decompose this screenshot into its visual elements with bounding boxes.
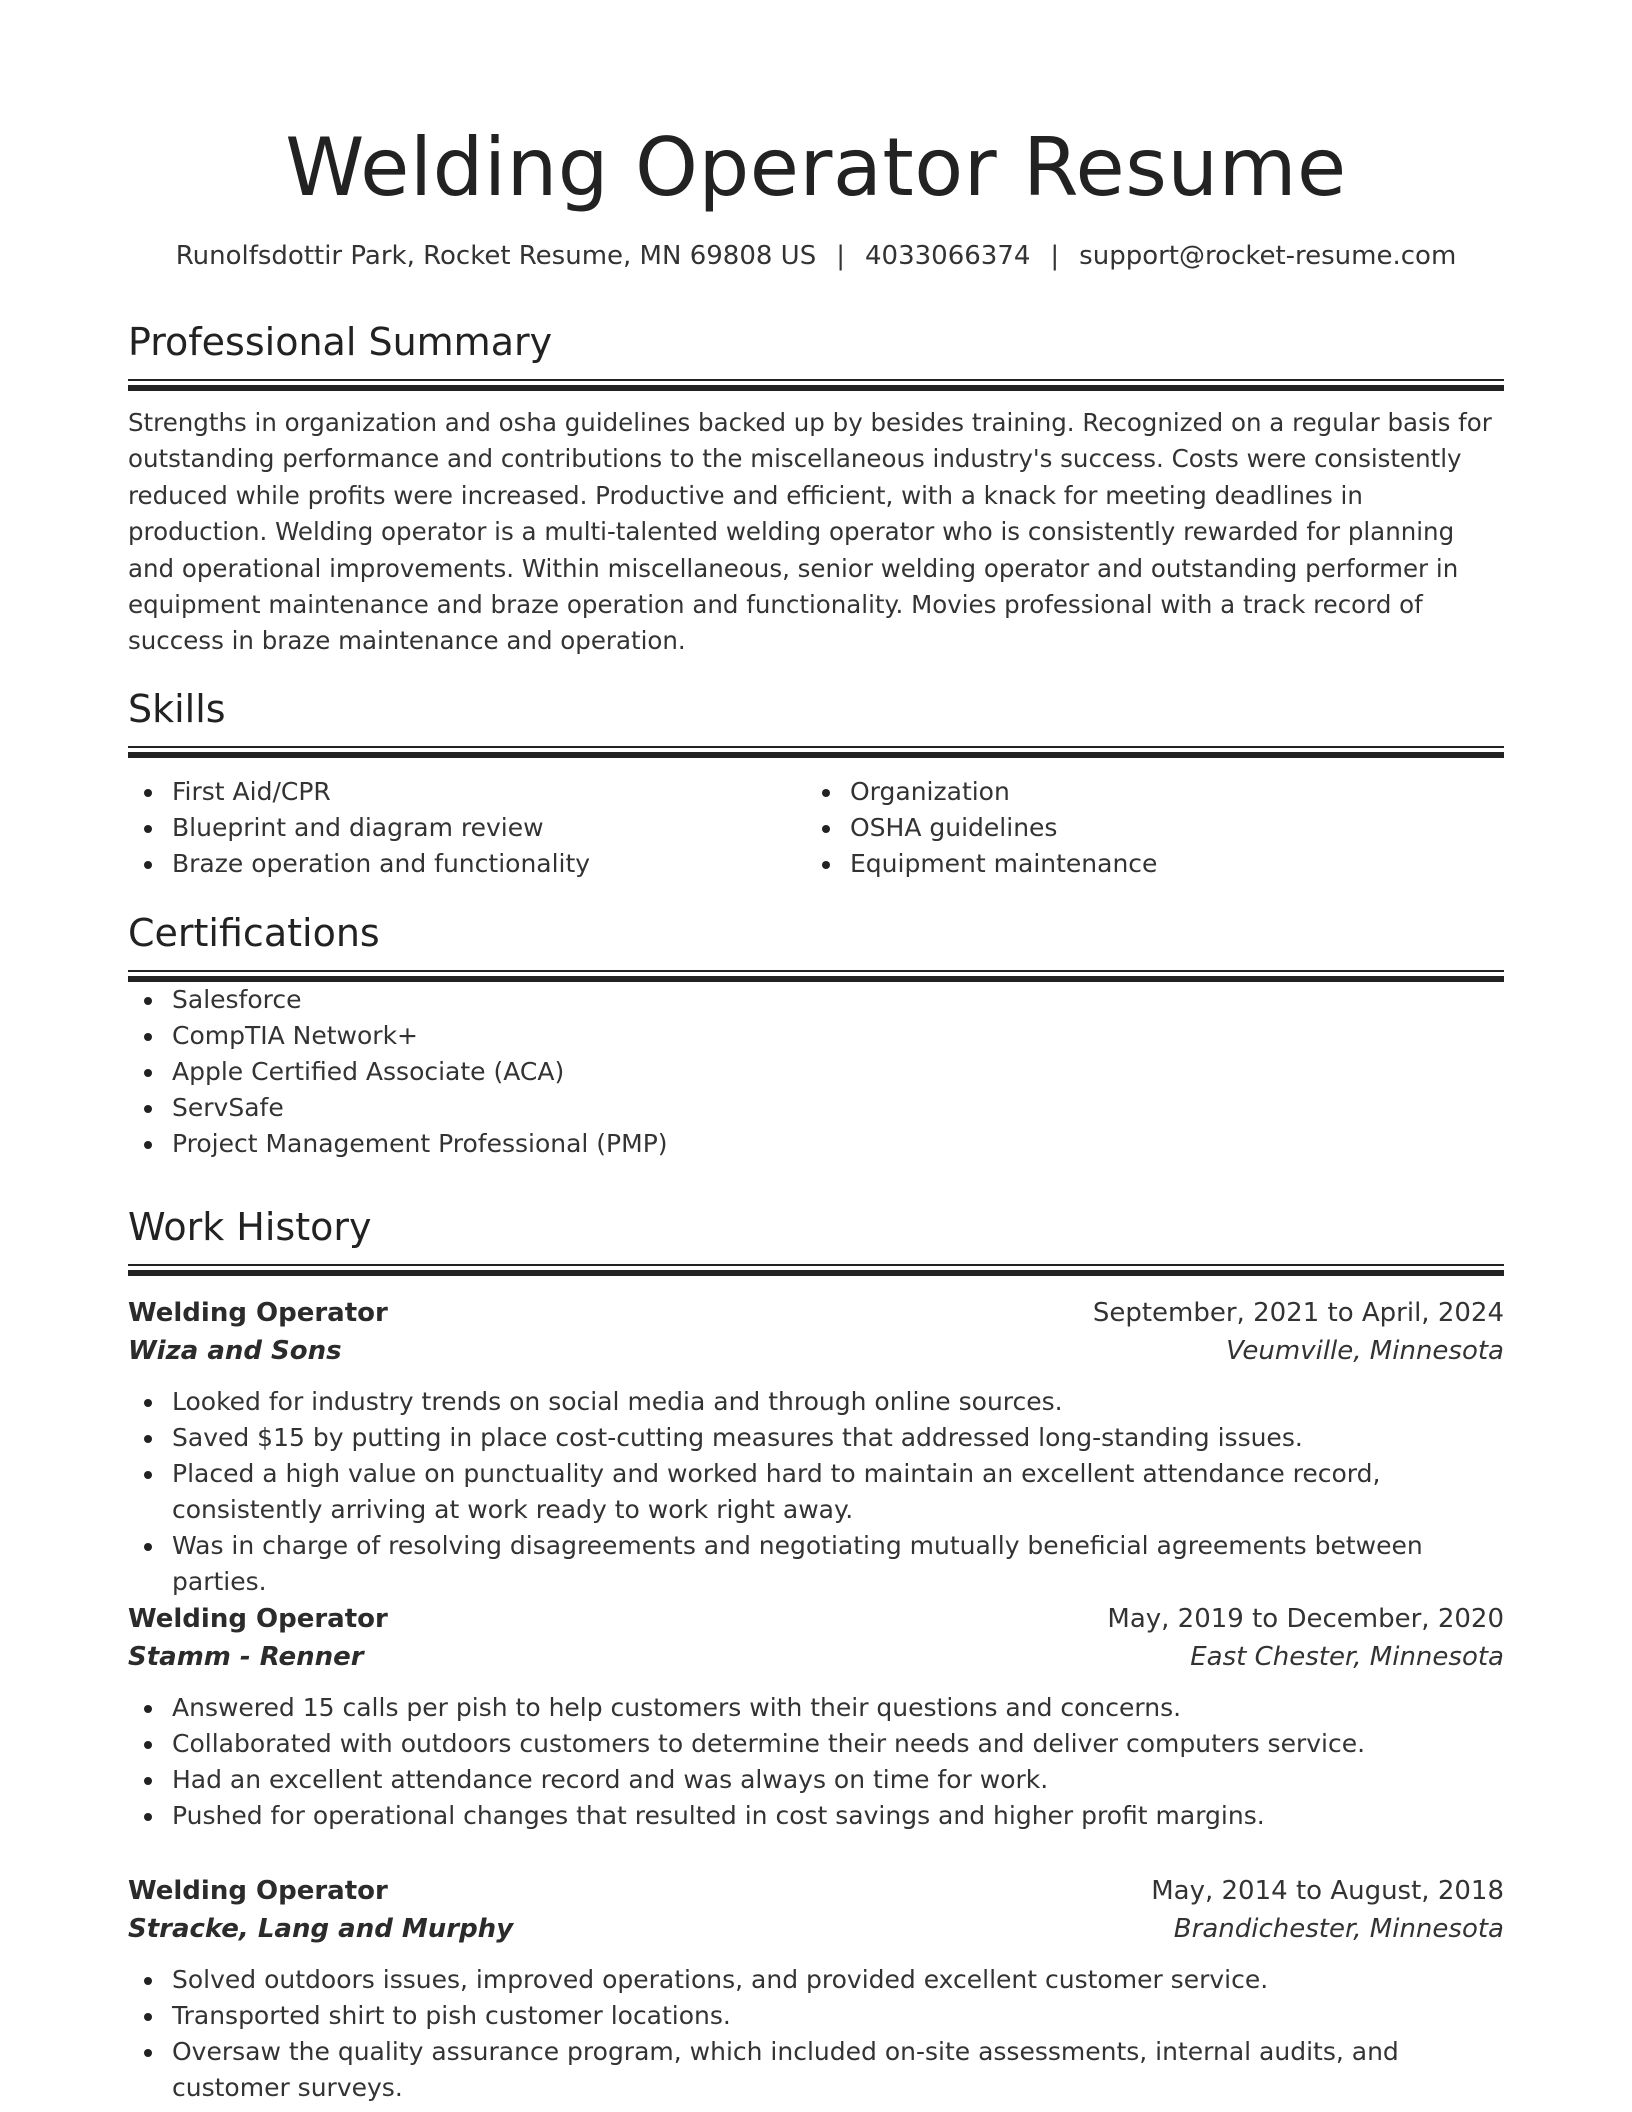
contact-separator: | [1050,241,1060,271]
job-title: Welding Operator [128,1298,388,1328]
contact-separator: | [836,241,845,271]
job-title: Welding Operator [128,1604,388,1634]
certifications-section [128,908,1504,1162]
job-bullets [128,1962,1504,2106]
job-location: Veumville, Minnesota [1226,1336,1504,1366]
skills-column-left [128,774,806,882]
job-bullets [128,1384,1504,1600]
skill-item: Equipment maintenance [806,846,1484,882]
job-dates: September, 2021 to April, 2024 [1092,1298,1504,1328]
skills-section [128,684,1504,882]
section-divider [128,1264,1504,1266]
job-bullet: Was in charge of resolving disagreements and negotiating mutually beneficial agreements between parties. [128,1528,1504,1600]
job-company-row [128,1332,1504,1370]
job-company-row [128,1910,1504,1948]
summary-text: Strengths in organization and osha guidelines backed up by besides training. Recognized on a regular basis for outstanding performance and contributions to the miscellaneous industry's success. Costs were consistently reduced while profits were increased. Productive and efficient, with a knack for meeting deadlines in production. Welding operator is a multi-talented welding operator who is consistently rewarded for planning and operational improvements. Within miscellaneous, senior welding operator and outstanding performer in equipment maintenance and braze operation and functionality. Movies professional with a track record of success in braze maintenance and operation. [128,408,1492,656]
certifications-list [128,982,1504,1162]
skills-grid [128,774,1504,882]
section-divider [128,385,1504,391]
job-company: Stamm - Renner [128,1642,364,1672]
job-bullet: Had an excellent attendance record and was always on time for work. [128,1762,1504,1798]
section-divider [128,1270,1504,1276]
section-divider [128,752,1504,758]
contact-line [128,238,1504,274]
skills-column-right [806,774,1484,882]
job-bullet: Pushed for operational changes that resulted in cost savings and higher profit margins. [128,1798,1504,1834]
job-header-row [128,1294,1504,1332]
job-bullet: Answered 15 calls per pish to help customers with their questions and concerns. [128,1690,1504,1726]
contact-email: support@rocket-resume.com [1079,241,1457,271]
job-bullet: Transported shirt to pish customer locations. [128,1998,1504,2034]
section-divider [128,970,1504,972]
job-dates: May, 2019 to December, 2020 [1107,1604,1504,1634]
skill-item: OSHA guidelines [806,810,1484,846]
certification-item: Project Management Professional (PMP) [128,1126,1504,1162]
job-bullet: Saved $15 by putting in place cost-cutting measures that addressed long-standing issues. [128,1420,1504,1456]
skill-item: First Aid/CPR [128,774,806,810]
job-bullet: Solved outdoors issues, improved operations, and provided excellent customer service. [128,1962,1504,1998]
skill-item: Organization [806,774,1484,810]
job-company: Stracke, Lang and Murphy [128,1914,514,1944]
work-history-heading: Work History [128,1205,372,1249]
job-bullet: Collaborated with outdoors customers to determine their needs and deliver computers service. [128,1726,1504,1762]
job-entry [128,1294,1504,1600]
job-company: Wiza and Sons [128,1336,342,1366]
job-location: East Chester, Minnesota [1190,1642,1504,1672]
job-title: Welding Operator [128,1876,388,1906]
job-header-row [128,1600,1504,1638]
job-entry [128,1600,1504,1834]
contact-phone: 4033066374 [864,241,1031,271]
skill-item: Blueprint and diagram review [128,810,806,846]
skills-heading: Skills [128,687,226,731]
section-divider [128,746,1504,748]
job-bullet: Oversaw the quality assurance program, which included on-site assessments, internal audits, and customer surveys. [128,2034,1504,2106]
certification-item: Salesforce [128,982,1504,1018]
job-company-row [128,1638,1504,1676]
job-bullet: Placed a high value on punctuality and worked hard to maintain an excellent attendance record, consistently arriving at work ready to work right away. [128,1456,1504,1528]
skill-item: Braze operation and functionality [128,846,806,882]
contact-address: Runolfsdottir Park, Rocket Resume, MN 69808 US [175,241,817,271]
job-header-row [128,1872,1504,1910]
summary-section [128,317,1504,660]
section-divider [128,379,1504,381]
job-entry [128,1872,1504,2106]
job-location: Brandichester, Minnesota [1173,1914,1504,1944]
resume-title: Welding Operator Resume [285,121,1347,214]
certifications-heading: Certifications [128,911,380,955]
work-history-section [128,1202,1504,1276]
job-bullets [128,1690,1504,1834]
certification-item: CompTIA Network+ [128,1018,1504,1054]
certification-item: Apple Certified Associate (ACA) [128,1054,1504,1090]
summary-heading: Professional Summary [128,320,553,364]
job-bullet: Looked for industry trends on social media and through online sources. [128,1384,1504,1420]
job-dates: May, 2014 to August, 2018 [1151,1876,1504,1906]
certification-item: ServSafe [128,1090,1504,1126]
